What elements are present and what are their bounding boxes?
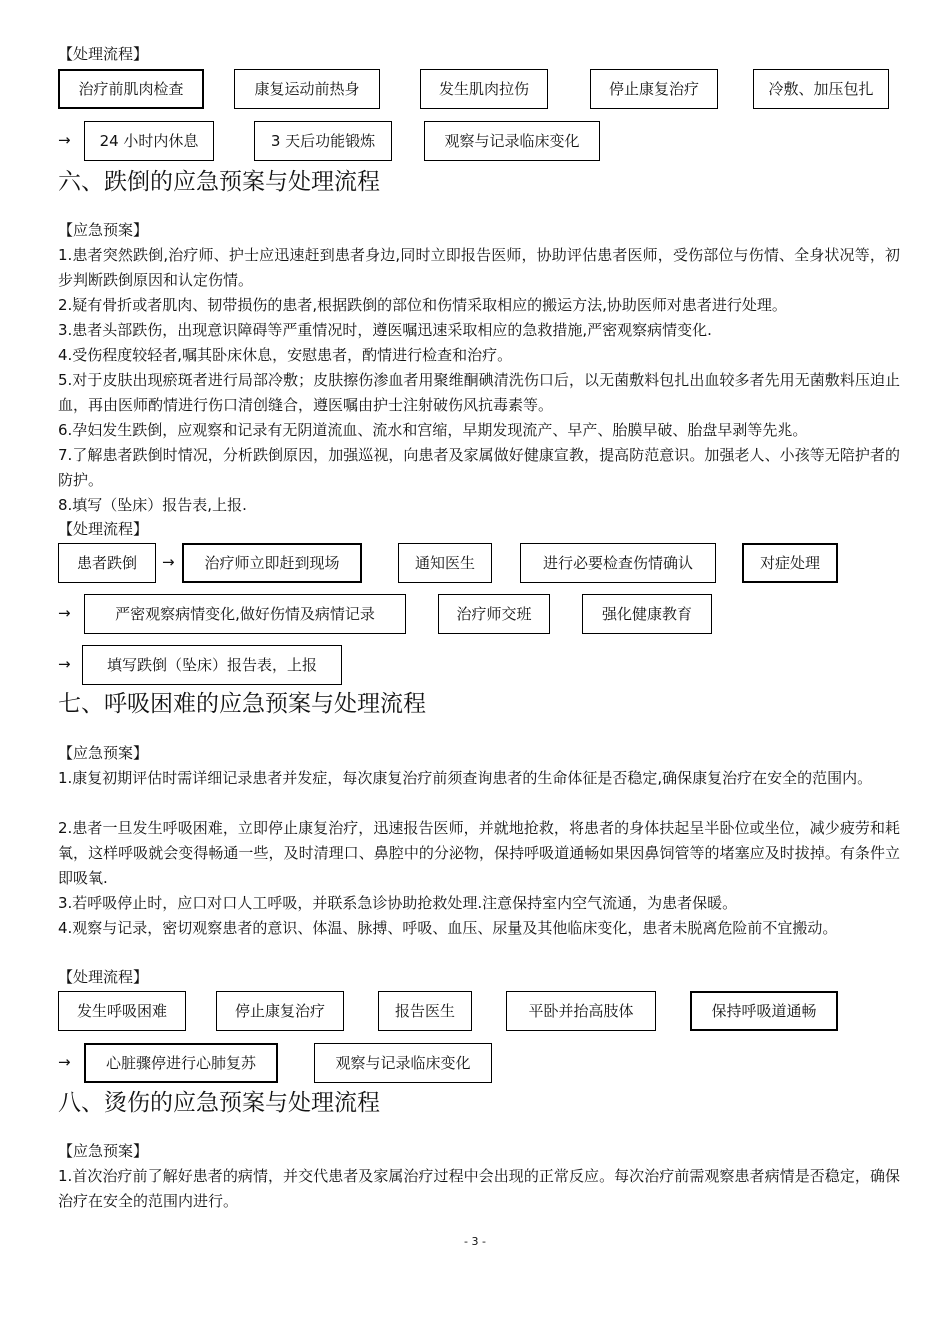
- flow-step: 报告医生: [378, 991, 472, 1031]
- flow-step: 3 天后功能锻炼: [254, 121, 392, 161]
- plan-item: 4.受伤程度较轻者,嘱其卧床休息，安慰患者，酌情进行检查和治疗。: [58, 346, 513, 364]
- plan-item: 1.患者突然跌倒,治疗师、护士应迅速赶到患者身边,同时立即报告医师，协助评估患者医师，受伤部位与伤情、全身状况等，初步判断跌倒原因和认定伤情。: [58, 246, 900, 289]
- flow-step: 治疗前肌肉检查: [58, 69, 204, 109]
- section-title: 六、跌倒的应急预案与处理流程: [58, 169, 380, 195]
- plan-item: 8.填写（坠床）报告表,上报.: [58, 496, 247, 514]
- flow-row: [58, 645, 900, 689]
- flow-step: 观察与记录临床变化: [424, 121, 600, 161]
- flow-step: 心脏骤停进行心肺复苏: [84, 1043, 278, 1083]
- plan-item: 2.疑有骨折或者肌肉、韧带损伤的患者,根据跌倒的部位和伤情采取相应的搬运方法,协助医师对患者进行处理。: [58, 296, 787, 314]
- plan-item: 3.患者头部跌伤，出现意识障碍等严重情况时，遵医嘱迅速采取相应的急救措施,严密观察病情变化.: [58, 321, 712, 339]
- flow-row: [58, 543, 900, 587]
- plan-label: 【应急预案】: [58, 1142, 149, 1160]
- flow-step: 治疗师立即赶到现场: [182, 543, 362, 583]
- section-title: 八、烫伤的应急预案与处理流程: [58, 1090, 380, 1116]
- flow-row: [58, 1043, 900, 1087]
- flow-step: 填写跌倒（坠床）报告表，上报: [82, 645, 342, 685]
- flow-arrow: →: [58, 655, 71, 673]
- flow-step: 停止康复治疗: [216, 991, 344, 1031]
- flow-arrow: →: [58, 1053, 71, 1071]
- flow-row: [58, 991, 900, 1035]
- flow-arrow: →: [58, 604, 71, 622]
- flow-step: 进行必要检查伤情确认: [520, 543, 716, 583]
- flow-step: 严密观察病情变化,做好伤情及病情记录: [84, 594, 406, 634]
- section-title: 七、呼吸困难的应急预案与处理流程: [58, 691, 426, 717]
- flow-step: 冷敷、加压包扎: [753, 69, 889, 109]
- plan-item: 3.若呼吸停止时，应口对口人工呼吸，并联系急诊协助抢救处理.注意保持室内空气流通，为患者保暖。: [58, 894, 738, 912]
- flow-label: 【处理流程】: [58, 45, 149, 63]
- flow-step: 患者跌倒: [58, 543, 156, 583]
- plan-item: 1.首次治疗前了解好患者的病情，并交代患者及家属治疗过程中会出现的正常反应。每次治疗前需观察患者病情是否稳定，确保治疗在安全的范围内进行。: [58, 1167, 900, 1210]
- plan-label: 【应急预案】: [58, 744, 149, 762]
- flow-step: 发生呼吸困难: [58, 991, 186, 1031]
- flow-label: 【处理流程】: [58, 968, 149, 986]
- flow-row: [58, 594, 900, 638]
- flow-step: 平卧并抬高肢体: [506, 991, 656, 1031]
- flow-step: 保持呼吸道通畅: [690, 991, 838, 1031]
- plan-item: 1.康复初期评估时需详细记录患者并发症，每次康复治疗前须查询患者的生命体征是否稳定,确保康复治疗在安全的范围内。: [58, 769, 873, 787]
- flow-arrow: →: [58, 131, 71, 149]
- plan-label: 【应急预案】: [58, 221, 149, 239]
- flow-step: 康复运动前热身: [234, 69, 380, 109]
- flow-step: 治疗师交班: [438, 594, 550, 634]
- flow-step: 强化健康教育: [582, 594, 712, 634]
- plan-item: 2.患者一旦发生呼吸困难，立即停止康复治疗，迅速报告医师，并就地抢救，将患者的身体扶起呈半卧位或坐位，减少疲劳和耗氧，这样呼吸就会变得畅通一些，及时清理口、鼻腔中的分泌物，保持呼吸道通畅如果因鼻饲管等的堵塞应及时拔掉。有条件立即吸氧.: [58, 819, 900, 887]
- flow-step: 24 小时内休息: [84, 121, 214, 161]
- flow-step: 对症处理: [742, 543, 838, 583]
- flow-step: 观察与记录临床变化: [314, 1043, 492, 1083]
- flow-arrow: →: [162, 553, 175, 571]
- flow-label: 【处理流程】: [58, 520, 149, 538]
- page-number: - 3 -: [464, 1235, 486, 1248]
- flow-row: [58, 121, 900, 165]
- flow-row: [58, 69, 900, 113]
- plan-item: 5.对于皮肤出现瘀斑者进行局部冷敷；皮肤擦伤渗血者用聚维酮碘清洗伤口后，以无菌敷料包扎出血较多者先用无菌敷料压迫止血，再由医师酌情进行伤口清创缝合，遵医嘱由护士注射破伤风抗毒素等。: [58, 371, 900, 414]
- flow-step: 发生肌肉拉伤: [420, 69, 548, 109]
- plan-item: 4.观察与记录，密切观察患者的意识、体温、脉搏、呼吸、血压、尿量及其他临床变化，患者未脱离危险前不宜搬动。: [58, 919, 838, 937]
- flow-step: 停止康复治疗: [590, 69, 718, 109]
- plan-item: 6.孕妇发生跌倒，应观察和记录有无阴道流血、流水和宫缩，早期发现流产、早产、胎膜早破、胎盘早剥等先兆。: [58, 421, 808, 439]
- plan-item: 7.了解患者跌倒时情况，分析跌倒原因，加强巡视，向患者及家属做好健康宣教，提高防范意识。加强老人、小孩等无陪护者的防护。: [58, 446, 900, 489]
- flow-step: 通知医生: [398, 543, 492, 583]
